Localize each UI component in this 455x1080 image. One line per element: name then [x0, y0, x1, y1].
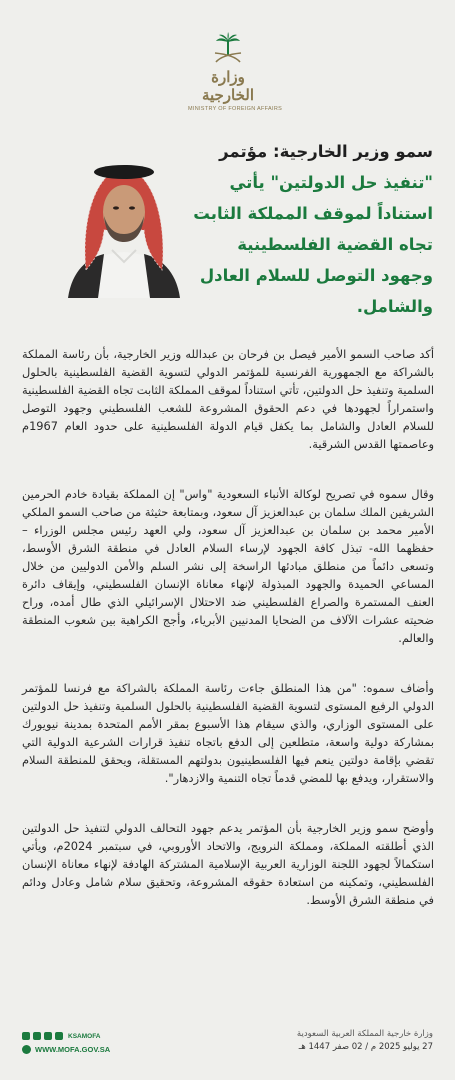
x-icon[interactable]	[22, 1032, 30, 1040]
logo-arabic-text: وزارة الخارجية	[201, 68, 255, 104]
paragraph-1: أكد صاحب السمو الأمير فيصل بن فرحان بن عبدالله وزير الخارجية، بأن رئاسة المملكة بالشراكة مع الجمهورية الفرنسية للمؤتمر الدولي لتسوية القضية الفلسطينية بالحلول السلمية وتنفيذ حل الدولتين، تأتي استناداً لموقف المملكة الثابت تجاه القضية الفلسطينية واستمراراً لجهودها في دعم الحقوق المشروعة للشعب الفلسطيني وجهود التوصل للسلام العادل والشامل بما يكفل قيام الدولة الفلسطينية على حدود العام 1967م وعاصمتها القدس الشرقية.	[22, 347, 434, 451]
minister-photo	[64, 150, 184, 298]
website-url[interactable]: WWW.MOFA.GOV.SA	[35, 1045, 111, 1054]
globe-icon	[22, 1045, 31, 1054]
headline	[188, 136, 433, 322]
linkedin-icon[interactable]	[55, 1032, 63, 1040]
footer-social	[22, 1030, 162, 1054]
social-handle: KSAMOFA	[68, 1032, 101, 1040]
article-body	[22, 345, 434, 941]
logo-english-text: MINISTRY OF FOREIGN AFFAIRS	[188, 106, 283, 112]
saudi-emblem-icon	[188, 32, 268, 66]
social-links	[22, 1030, 162, 1042]
paragraph-3: وأضاف سموه: "من هذا المنطلق جاءت رئاسة المملكة بالشراكة مع فرنسا للمؤتمر الدولي الرفيع المستوى لتسوية القضية الفلسطينية بالحلول السلمية وتنفيذ حل الدولتين على المستوى الوزاري، والذي سيقام هذا الأسبوع بمقر الأمم المتحدة بمدينة نيويورك بمشاركة دولية واسعة، متطلعين إلى الدفع باتجاه تنفيذ قرارات الشرعية الدولية التي تقضي بإقامة دولتين ينعم فيها الفلسطينيون بدولتهم المستقلة، ويحقق للمنطقة السلام والاستقرار، ويدفع بها للمضي قدماً تجاه التنمية والازدهار".	[22, 681, 434, 785]
headline-part-2: "تنفيذ حل الدولتين" يأتي استناداً لموقف المملكة الثابت تجاه القضية الفلسطينية وجهود التوصل للسلام العادل والشامل.	[193, 173, 433, 316]
footer-date: 27 يوليو 2025 م / 02 صفر 1447 هـ	[298, 1042, 433, 1052]
paragraph-4: وأوضح سمو وزير الخارجية بأن المؤتمر يدعم جهود التحالف الدولي لتنفيذ حل الدولتين الذي أطلقته المملكة، ومملكة النرويج، والاتحاد الأوروبي، في سبتمبر 2024م، ويأتي استكمالاً لجهود اللجنة الوزارية العربية الإسلامية المشتركة الهادفة لإنهاء معاناة الإنسان الفلسطيني، وتمكينه من استعادة حقوقه المشروعة، وتحقيق سلام شامل وعادل ودائم في منطقة الشرق الأوسط.	[22, 821, 435, 907]
youtube-icon[interactable]	[44, 1032, 52, 1040]
ministry-logo	[188, 32, 283, 112]
footer-org: وزارة خارجية المملكة العربية السعودية	[296, 1029, 433, 1039]
paragraph-2: وقال سموه في تصريح لوكالة الأنباء السعودية "واس" إن المملكة بقيادة خادم الحرمين الشريفين الملك سلمان بن عبدالعزيز آل سعود، وبمتابعة حثيثة من صاحب السمو الملكي الأمير محمد بن سلمان بن عبدالعزيز آل سعود، ولي العهد رئيس مجلس الوزراء – حفظهما الله- تبذل كافة الجهود لإرساء السلام العادل في منطقة الشرق الأوسط، وتسعى دائماً من منطلق مبادئها الراسخة إلى نشر السلم والأمن الدوليين من خلال المساعي الحميدة والجهود المبذولة لإنهاء معاناة الإنسان الفلسطيني، وإيقاف دائرة العنف المستمرة والصراع الفلسطيني ضد الاحتلال الإسرائيلي الذي طال أمده، وراح ضحيته عشرات الآلاف من الضحايا المدنيين الأبرياء، وأجج الكراهية بين شعوب المنطقة والعالم.	[22, 487, 434, 645]
website-link[interactable]	[22, 1045, 162, 1054]
footer-info	[253, 1028, 433, 1054]
instagram-icon[interactable]	[33, 1032, 41, 1040]
headline-part-1: سمو وزير الخارجية: مؤتمر	[219, 142, 433, 161]
